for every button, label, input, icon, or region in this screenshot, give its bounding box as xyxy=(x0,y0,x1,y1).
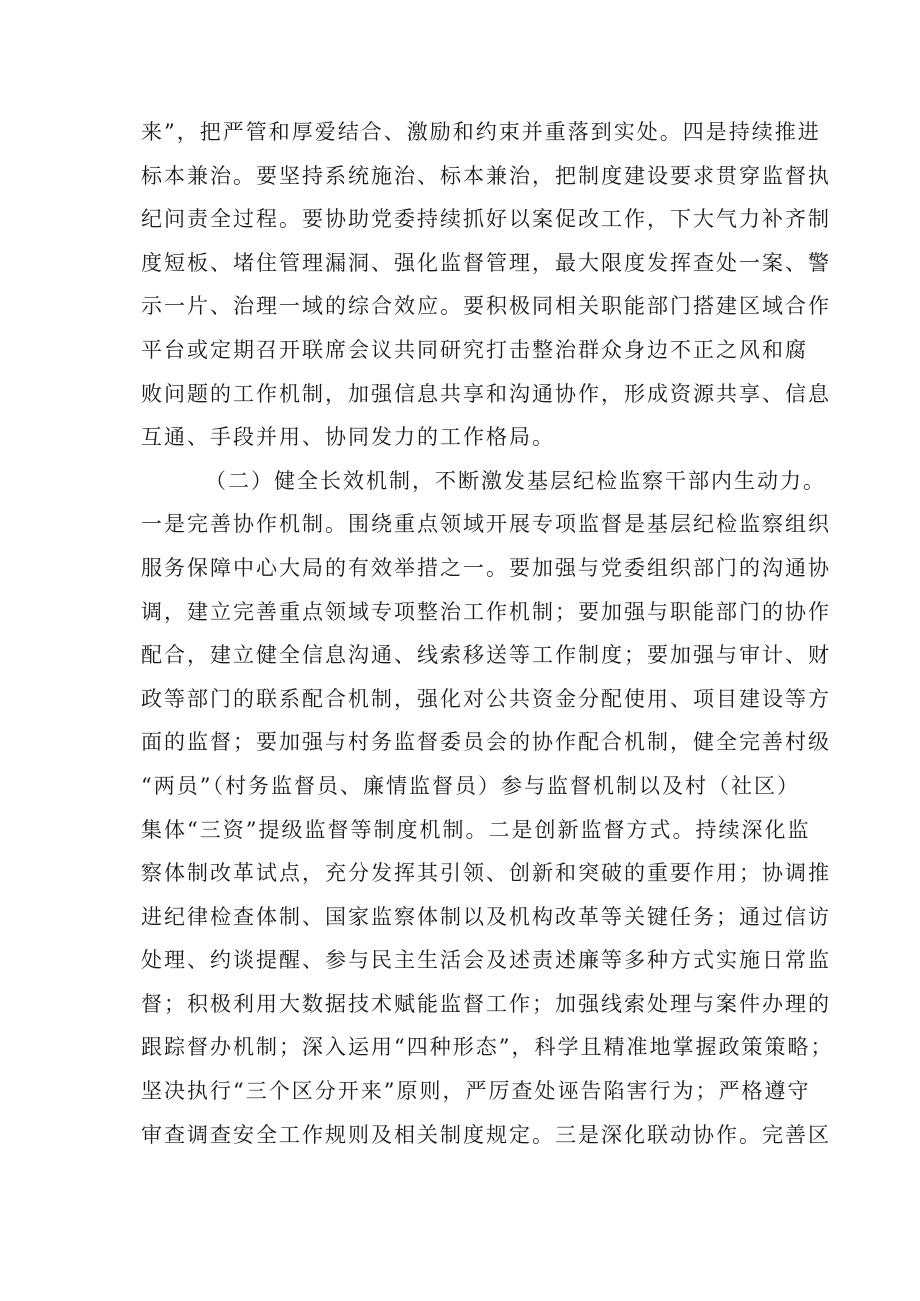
text-line: 审查调查安全工作规则及相关制度规定。三是深化联动协作。完善区 xyxy=(141,1122,831,1147)
text-line: 配合，建立健全信息沟通、线索移送等工作制度；要加强与审计、财 xyxy=(141,643,831,668)
text-line: 处理、约谈提醒、参与民主生活会及述责述廉等多种方式实施日常监 xyxy=(141,948,831,973)
text-line: 坚决执行“三个区分开来”原则，严厉查处诬告陷害行为；严格遵守 xyxy=(141,1079,811,1104)
text-line: 度短板、堵住管理漏洞、强化监督管理，最大限度发挥查处一案、警 xyxy=(141,250,831,275)
text-line: 一是完善协作机制。围绕重点领域开展专项监督是基层纪检监察组织 xyxy=(141,512,831,537)
section-heading: （二）健全长效机制，不断激发基层纪检监察干部内生动力。 xyxy=(205,468,826,493)
text-line: 集体“三资”提级监督等制度机制。二是创新监督方式。持续深化监 xyxy=(141,817,811,842)
text-line: 跟踪督办机制；深入运用“四种形态”，科学且精准地掌握政策策略； xyxy=(141,1035,834,1060)
text-line: 服务保障中心大局的有效举措之一。要加强与党委组织部门的沟通协 xyxy=(141,555,831,580)
text-line: 督；积极利用大数据技术赋能监督工作；加强线索处理与案件办理的 xyxy=(141,991,831,1016)
text-line: 互通、手段并用、协同发力的工作格局。 xyxy=(141,425,555,450)
text-line: 败问题的工作机制，加强信息共享和沟通协作，形成资源共享、信息 xyxy=(141,381,831,406)
text-line: 调，建立完善重点领域专项整治工作机制；要加强与职能部门的协作 xyxy=(141,599,831,624)
text-line: 进纪律检查体制、国家监察体制以及机构改革等关键任务；通过信访 xyxy=(141,904,831,929)
text-line: 政等部门的联系配合机制，强化对公共资金分配使用、项目建设等方 xyxy=(141,686,831,711)
text-line: 察体制改革试点，充分发挥其引领、创新和突破的重要作用；协调推 xyxy=(141,861,831,886)
text-line: 面的监督；要加强与村务监督委员会的协作配合机制，健全完善村级 xyxy=(141,730,831,755)
text-line: 示一片、治理一域的综合效应。要积极同相关职能部门搭建区域合作 xyxy=(141,294,831,319)
text-line: “两员”（村务监督员、廉情监督员）参与监督机制以及村（社区） xyxy=(141,773,800,798)
text-line: 来”，把严管和厚爱结合、激励和约束并重落到实处。四是持续推进 xyxy=(141,120,821,144)
text-line: 标本兼治。要坚持系统施治、标本兼治，把制度建设要求贯穿监督执 xyxy=(141,163,831,188)
body-text xyxy=(141,111,834,1157)
text-line: 纪问责全过程。要协助党委持续抓好以案促改工作，下大气力补齐制 xyxy=(141,207,831,232)
text-line: 平台或定期召开联席会议共同研究打击整治群众身边不正之风和腐 xyxy=(141,337,808,362)
